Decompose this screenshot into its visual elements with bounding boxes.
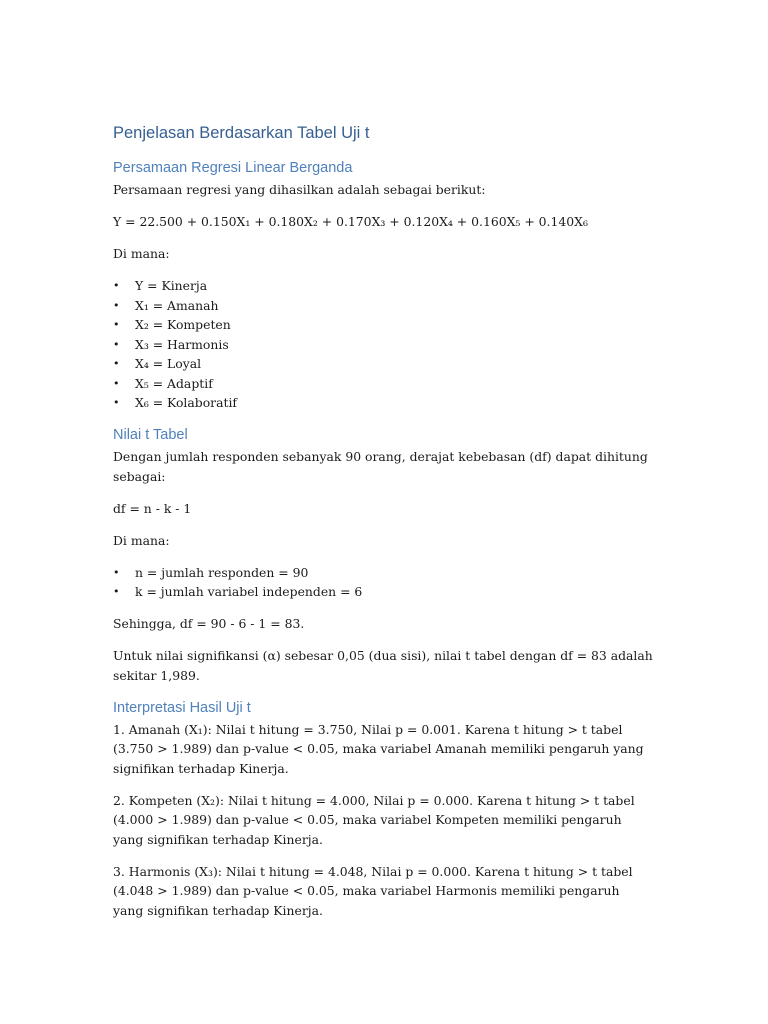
bullet-icon: • [113,298,120,312]
bullet-icon: • [113,279,120,292]
list-item-text: X₁ = Amanah [135,297,219,313]
list-item [113,393,653,413]
bullet-icon: • [113,337,120,351]
document-title: Penjelasan Berdasarkan Tabel Uji t [113,124,370,142]
df-formula: df = n - k - 1 [113,500,192,516]
interpretation-paragraph: 1. Amanah (X₁): Nilai t hitung = 3.750, Nilai p = 0.001. Karena t hitung > t tabel (3.750 > 1.989) dan p-value < 0.05, maka variabel Amanah memiliki pengaruh yang signifikan terhadap Kinerja. [113,721,644,776]
list-item-text: X₃ = Harmonis [135,336,229,352]
list-item-text: X₄ = Loyal [135,356,202,371]
list-item-text: X₂ = Kompeten [135,317,231,332]
where-label: Di mana: [113,532,170,548]
list-item [113,354,653,374]
bullet-icon: • [113,396,120,409]
list-item-text: X₅ = Adaptif [135,375,213,391]
t-table-conclusion: Untuk nilai signifikansi (α) sebesar 0,05 (dua sisi), nilai t tabel dengan df = 83 adalah sekitar 1,989. [113,648,653,683]
list-item-text: n = jumlah responden = 90 [135,564,309,580]
section-heading-t-table: Nilai t Tabel [113,427,188,443]
section-heading-regression: Persamaan Regresi Linear Berganda [113,160,353,176]
list-item [113,315,653,335]
df-variable-list [113,563,653,602]
bullet-icon: • [113,357,120,370]
df-result: Sehingga, df = 90 - 6 - 1 = 83. [113,616,305,631]
list-item-text: X₆ = Kolaboratif [135,395,238,410]
where-label: Di mana: [113,246,170,261]
list-item [113,335,653,355]
document-page [113,122,653,933]
interpretation-paragraph: 3. Harmonis (X₃): Nilai t hitung = 4.048, Nilai p = 0.000. Karena t hitung > t tabel (4.048 > 1.989) dan p-value < 0.05, maka variabel Harmonis memiliki pengaruh yang signifikan terhadap Kinerja. [113,863,633,918]
regression-intro: Persamaan regresi yang dihasilkan adalah sebagai berikut: [113,182,486,197]
section-heading-interpretation: Interpretasi Hasil Uji t [113,699,251,716]
list-item [113,374,653,394]
t-table-intro: Dengan jumlah responden sebanyak 90 orang, derajat kebebasan (df) dapat dihitung sebagai: [113,449,648,484]
bullet-icon: • [113,376,120,390]
bullet-icon: • [113,585,120,598]
list-item [113,582,653,602]
list-item [113,276,653,296]
list-item-text: Y = Kinerja [135,278,208,293]
bullet-icon: • [113,565,120,579]
list-item [113,296,653,316]
list-item-text: k = jumlah variabel independen = 6 [135,584,363,599]
bullet-icon: • [113,318,120,331]
interpretation-paragraph: 2. Kompeten (X₂): Nilai t hitung = 4.000, Nilai p = 0.000. Karena t hitung > t tabel (4.000 > 1.989) dan p-value < 0.05, maka variabel Kompeten memiliki pengaruh yang signifikan terhadap Kinerja. [113,792,635,847]
variable-list [113,276,653,413]
list-item [113,563,653,583]
regression-equation: Y = 22.500 + 0.150X₁ + 0.180X₂ + 0.170X₃ + 0.120X₄ + 0.160X₅ + 0.140X₆ [113,214,588,229]
